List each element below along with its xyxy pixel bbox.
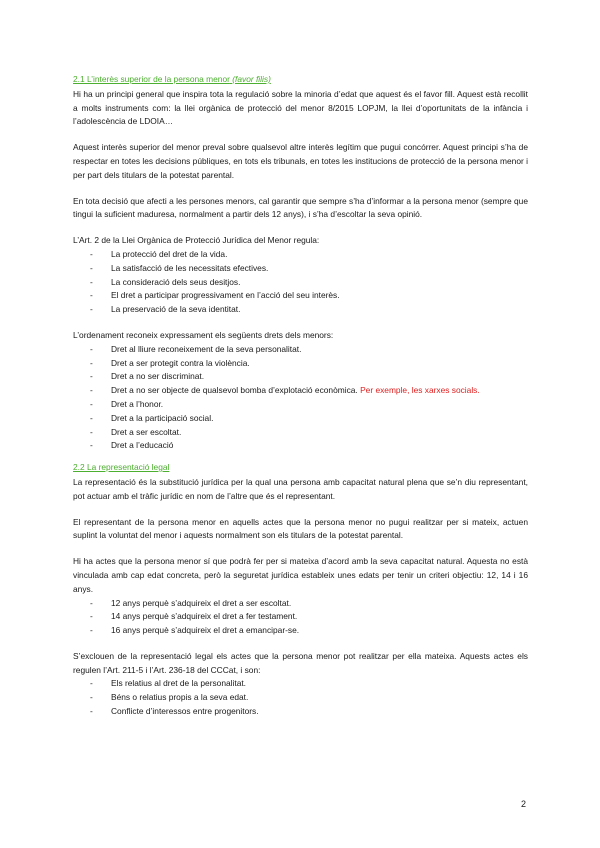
paragraph: S’exclouen de la representació legal els actes que la persona menor pot realitzar per ella mateixa. Aquests actes els regulen l’Art. 211-5 i l’Art. 236-18 del CCCat, i son:	[73, 650, 528, 675]
list-item: - Dret a la participació social.	[73, 412, 528, 426]
list-item: - 16 anys perquè s’adquireix el dret a emancipar-se.	[73, 624, 528, 638]
paragraph: La representació és la substitució jurídica per la qual una persona amb capacitat natural plena que se’n diu representant, pot actuar amb el tràfic jurídic en nom de l’altre que és el representant.	[73, 476, 528, 501]
page-number: 2	[521, 799, 527, 809]
list-item: - Dret al lliure reconeixement de la seva personalitat.	[73, 343, 528, 357]
bullet-list-drets	[73, 343, 528, 453]
section-heading-representacio-legal: 2.2 La representació legal	[73, 462, 170, 473]
list-item: - La satisfacció de les necessitats efectives.	[73, 262, 528, 276]
bullet-list-art2	[73, 248, 528, 317]
list-item: - Dret a no ser objecte de qualsevol bomba d’explotació econòmica. Per exemple, les xarxes socials.	[73, 384, 528, 398]
paragraph: Aquest interès superior del menor preval sobre qualsevol altre interès legítim que pugui concórrer. Aquest principi s’ha de respectar en totes les decisions públiques, en tots els tribunals, en totes les institucions de protecció de la persona menor i per part dels titulars de la potestat parental.	[73, 142, 528, 180]
list-item: - Dret a no ser discriminat.	[73, 370, 528, 384]
paragraph: Hi ha actes que la persona menor sí que podrà fer per si mateixa d’acord amb la seva capacitat natural. Aquesta no està vinculada amb cap edat concreta, però la seguretat jurídica estableix unes edats per tenir un criteri objectiu: 12, 14 i 16 anys.	[73, 556, 528, 594]
list-item: - Dret a l’honor.	[73, 398, 528, 412]
list-item: - Conflicte d’interessos entre progenitors.	[73, 705, 528, 719]
heading-italic-note: (favor filis)	[232, 74, 271, 84]
list-item: - Dret a ser protegit contra la violència.	[73, 357, 528, 371]
section-heading-interes-superior: 2.1 L’interès superior de la persona menor (favor filis)	[73, 74, 271, 84]
list-item: - Dret a l’educació	[73, 439, 528, 453]
bullet-list-exclusions	[73, 677, 528, 718]
paragraph: Hi ha un principi general que inspira tota la regulació sobre la minoria d’edat que aquest és el favor fill. Aquest està recollit a molts instruments com: la llei orgànica de protecció del menor 8/2015 LOPJM, la llei d’oportunitats de la infància i l’adolescència de LDOIA…	[73, 88, 528, 127]
list-item: - La consideració dels seus desitjos.	[73, 276, 528, 290]
list-item: - Els relatius al dret de la personalitat.	[73, 677, 528, 691]
list-item: - La preservació de la seva identitat.	[73, 303, 528, 317]
paragraph: El representant de la persona menor en aquells actes que la persona menor no pugui realitzar per si mateix, actuen suplint la voluntat del menor i aquests normalment son els titulars de la potestat parental.	[73, 516, 528, 541]
bullet-list-edats	[73, 597, 528, 638]
page-content	[73, 73, 528, 719]
red-annotation: Per exemple, les xarxes socials.	[360, 385, 480, 396]
list-item: - 12 anys perquè s’adquireix el dret a ser escoltat.	[73, 597, 528, 611]
list-intro: L’ordenament reconeix expressament els següents drets dels menors:	[73, 329, 334, 340]
list-item: - Dret a ser escoltat.	[73, 426, 528, 440]
list-item: - Béns o relatius propis a la seva edat.	[73, 691, 528, 705]
list-item: - El dret a participar progressivament en l’acció del seu interès.	[73, 289, 528, 303]
list-intro: L’Art. 2 de la Llei Orgànica de Protecció Jurídica del Menor regula:	[73, 235, 320, 246]
list-item: - 14 anys perquè s’adquireix el dret a fer testament.	[73, 610, 528, 624]
list-item: - La protecció del dret de la vida.	[73, 248, 528, 262]
paragraph: En tota decisió que afecti a les persones menors, cal garantir que sempre s’ha d’informar a la persona menor (sempre que tingui la suficient maduresa, normalment a partir dels 12 anys), i s’ha d’escoltar la seva opinió.	[73, 195, 528, 220]
